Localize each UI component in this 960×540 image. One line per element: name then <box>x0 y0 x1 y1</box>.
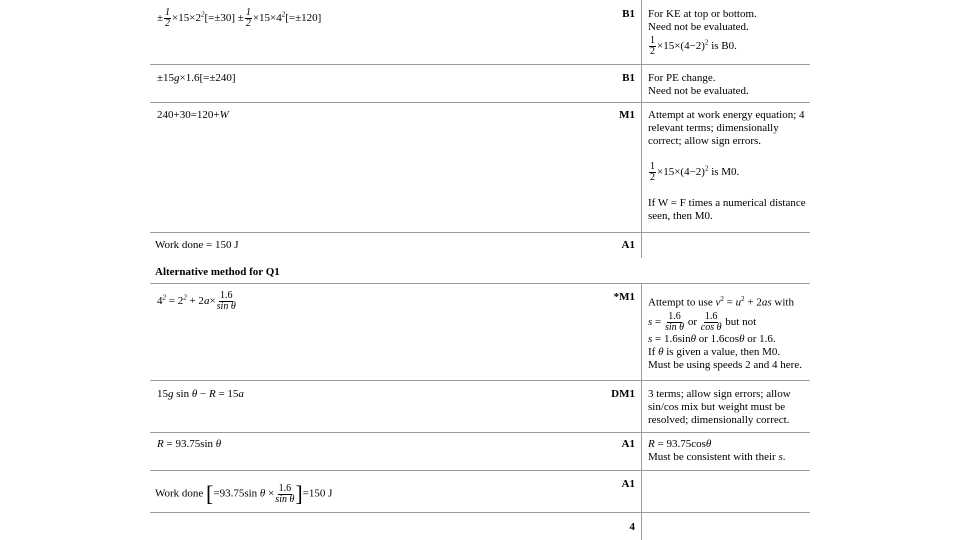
guidance-line: R = 93.75cosθ <box>648 438 712 450</box>
alt-guidance-suvat <box>648 293 808 372</box>
answer-work-energy: 240+30=120+W <box>157 109 229 121</box>
mark-m1-work-energy: M1 <box>619 109 635 121</box>
row-divider <box>150 232 810 233</box>
alt-guidance-newton: 3 terms; allow sign errors; allow sin/cos mix but weight must be resolved; dimensionally correct. <box>648 388 791 426</box>
guidance-work-energy <box>648 109 808 223</box>
alt-answer-newton: 15g sin θ − R = 15a <box>157 388 244 400</box>
row-divider <box>150 470 810 471</box>
mark-dm1: DM1 <box>611 388 635 400</box>
alt-answer-suvat: $4^2 = 2^2 + 2a\times$ $\frac{1.6}{\text{sin θ}}$ <box>157 290 236 312</box>
column-divider <box>641 283 642 540</box>
row-divider <box>150 512 810 513</box>
mark-b1-pe: B1 <box>622 72 635 84</box>
row-divider <box>150 432 810 433</box>
mark-a1-r: A1 <box>621 438 635 450</box>
answer-ke: ± $\frac{1}{2}$ $\times 15\times 2^2[=\pm 30]$ ± $\frac{1}{2}$ $\times 15\times 4^2[=\pm 120]$ <box>157 7 322 29</box>
guidance-line: s = 1.6sinθ or 1.6cosθ or 1.6. <box>648 332 776 345</box>
guidance-line: If θ is given a value, then M0. <box>648 345 781 358</box>
alt-answer-work-done: Work done [=93.75sin θ × $\frac{1.6}{\text{sin θ}}$ ]=150 J <box>155 481 333 506</box>
guidance-line: Must be using speeds 2 and 4 here. <box>648 358 802 371</box>
alt-method-heading: Alternative method for Q1 <box>155 266 280 278</box>
row-divider <box>150 283 810 284</box>
guidance-line: $\frac{1}{2}$ $\times 15\times(4-2)^2$ is B0. <box>650 35 737 57</box>
guidance-line: Attempt to use $v^2 = u^2 + 2as$ with <box>648 295 794 309</box>
mark-a1-alt-work-done: A1 <box>621 478 635 490</box>
guidance-line: s = $\frac{1.6}{\text{sin θ}}$ or $\frac{1.6}{\text{cos θ}}$ but not <box>648 310 757 333</box>
mark-star-m1: *M1 <box>613 291 635 303</box>
guidance-line: If W = F times a numerical distance seen, then M0. <box>648 197 806 222</box>
guidance-line: Must be consistent with their s. <box>648 451 786 463</box>
answer-pe: ±15g×1.6[=±240] <box>157 72 236 84</box>
row-divider <box>150 102 810 103</box>
guidance-line: Attempt at work energy equation; 4 relevant terms; dimensionally correct; allow sign errors. <box>648 109 805 147</box>
row-divider <box>150 380 810 381</box>
mark-b1-ke: B1 <box>622 8 635 20</box>
guidance-pe <box>648 72 808 98</box>
guidance-line: Need not be evaluated. <box>648 21 749 33</box>
alt-guidance-r <box>648 438 808 464</box>
guidance-line: For KE at top or bottom. <box>648 8 757 20</box>
guidance-line: For PE change. <box>648 72 716 84</box>
alt-answer-r: R = 93.75sin θ <box>157 438 222 450</box>
guidance-line: $\frac{1}{2}$ $\times 15\times(4-2)^2$ is M0. <box>650 161 740 183</box>
answer-work-done: Work done = 150 J <box>155 239 239 251</box>
column-divider <box>641 0 642 258</box>
mark-a1-work-done: A1 <box>621 239 635 251</box>
row-divider <box>150 64 810 65</box>
guidance-line: Need not be evaluated. <box>648 85 749 97</box>
total-mark: 4 <box>629 521 635 533</box>
guidance-ke <box>648 8 808 57</box>
